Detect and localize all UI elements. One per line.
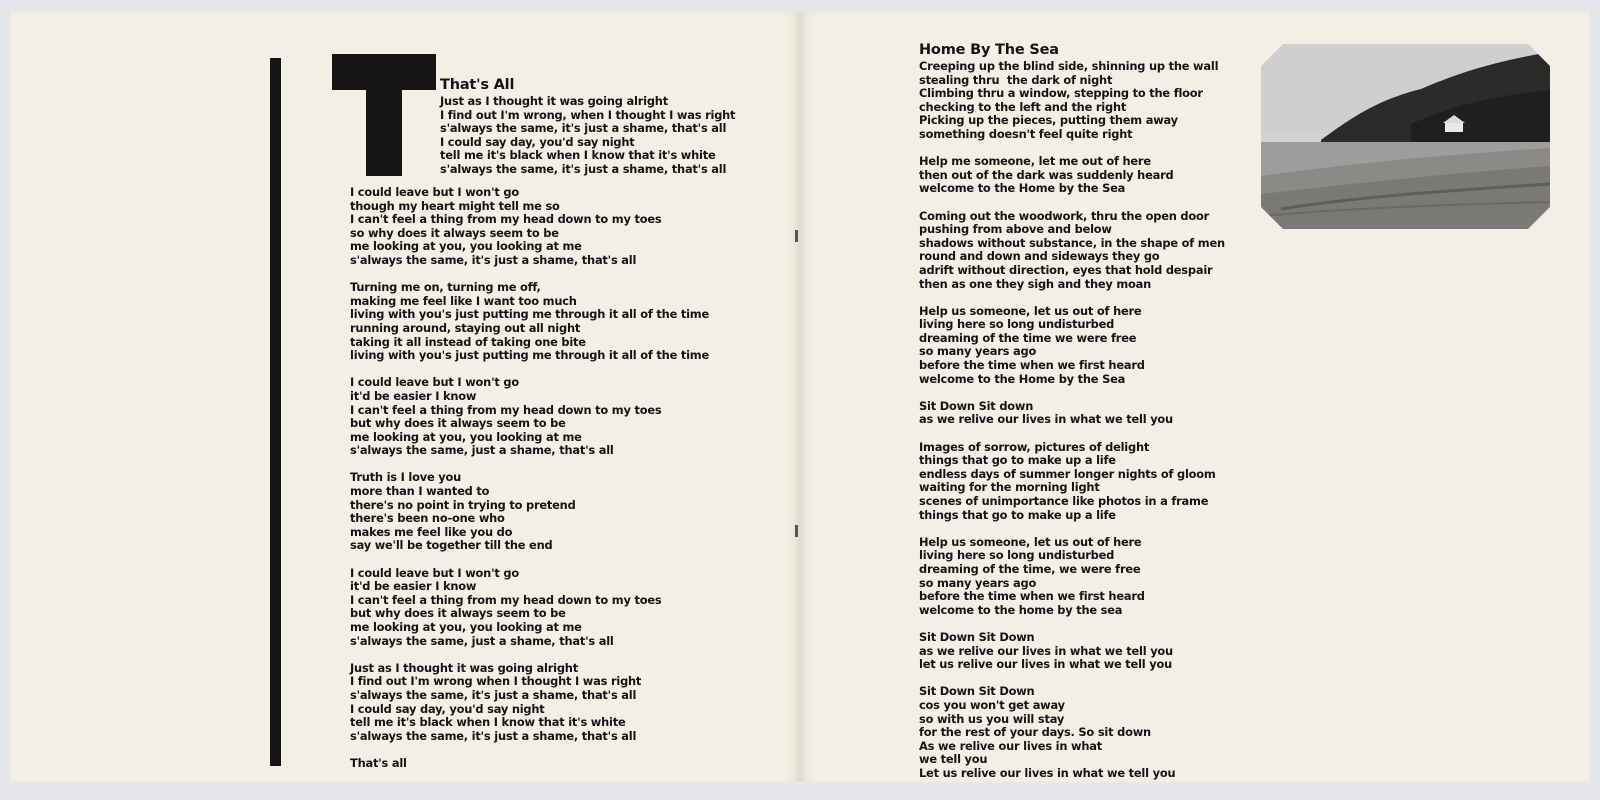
lyric-line: then out of the dark was suddenly heard <box>919 167 1174 182</box>
lyric-line: something doesn't feel quite right <box>919 126 1133 141</box>
lyric-line: making me feel like I want too much <box>350 293 577 308</box>
lyric-line: but why does it always seem to be <box>350 416 566 431</box>
lyric-line: That's all <box>350 755 407 770</box>
lyric-line: taking it all instead of taking one bite <box>350 334 586 349</box>
lyric-line: for the rest of your days. So sit down <box>919 725 1151 740</box>
lyric-line: but why does it always seem to be <box>350 606 566 621</box>
lyric-line: living with you's just putting me through it all of the time <box>350 307 710 322</box>
stanza-gap <box>919 386 1225 400</box>
lyric-line: so many years ago <box>919 344 1037 359</box>
lyric-line: as we relive our lives in what we tell you <box>919 412 1173 427</box>
song-title-home-by-the-sea: Home By The Sea <box>919 42 1059 58</box>
lyric-line: tell me it's black when I know that it's white <box>440 148 716 163</box>
lyric-line: me looking at you, you looking at me <box>350 620 582 634</box>
lyric-line: me looking at you, you looking at me <box>350 429 582 444</box>
lyric-line: it'd be easier I know <box>350 388 477 403</box>
lyric-line: welcome to the Home by the Sea <box>919 181 1126 196</box>
coastal-house-photo <box>1261 44 1550 229</box>
lyric-line: then as one they sigh and they moan <box>919 276 1152 291</box>
staple-top <box>795 230 798 242</box>
lyric-line: welcome to the Home by the Sea <box>919 371 1126 386</box>
stanza-gap <box>919 522 1225 536</box>
lyric-line: s'always the same, just a shame, that's all <box>350 443 614 458</box>
lyric-line: though my heart might tell me so <box>350 198 560 213</box>
lyric-line: before the time when we first heard <box>919 358 1145 373</box>
lyric-line: I find out I'm wrong, when I thought I was right <box>440 107 736 122</box>
lyric-line: I can't feel a thing from my head down to my toes <box>350 592 662 607</box>
lyric-line: Climbing thru a window, stepping to the floor <box>919 86 1203 101</box>
lyric-line: I can't feel a thing from my head down to my toes <box>350 212 662 227</box>
lyric-line: cos you won't get away <box>919 697 1065 712</box>
lyric-line: scenes of unimportance like photos in a frame <box>919 494 1209 508</box>
lyric-line: I could leave but I won't go <box>350 185 519 199</box>
lyric-line: me looking at you, you looking at me <box>350 239 582 254</box>
lyric-line: makes me feel like you do <box>350 524 513 539</box>
lyric-line: I could leave but I won't go <box>350 565 519 580</box>
stanza-gap <box>919 291 1225 305</box>
lyric-line: adrift without direction, eyes that hold despair <box>919 262 1213 277</box>
lyric-line: s'always the same, it's just a shame, that's all <box>440 161 727 176</box>
lyric-line: s'always the same, just a shame, that's all <box>350 633 614 648</box>
lyric-line: Creeping up the blind side, shinning up the wall <box>919 59 1219 73</box>
lyric-line: things that go to make up a life <box>919 507 1116 522</box>
lyric-line: waiting for the morning light <box>919 480 1100 495</box>
lyric-line: I can't feel a thing from my head down to my toes <box>350 402 662 417</box>
drop-cap-t <box>332 54 436 176</box>
lyric-line: things that go to make up a life <box>919 453 1116 468</box>
stanza-gap <box>919 672 1225 686</box>
lyric-line: we tell you <box>919 752 988 767</box>
lyric-line: Help me someone, let me out of here <box>919 154 1151 169</box>
that-s-all-opening <box>440 77 735 177</box>
lyric-line: let us relive our lives in what we tell you <box>919 657 1173 672</box>
lyric-line: it'd be easier I know <box>350 579 477 594</box>
stanza-gap <box>919 427 1225 441</box>
lyric-line: I could say day, you'd say night <box>440 134 635 149</box>
lyric-line: shadows without substance, in the shape of men <box>919 235 1225 250</box>
lyric-line: s'always the same, it's just a shame, that's all <box>440 121 727 136</box>
stanza-gap <box>350 553 709 567</box>
stanza-gap <box>350 268 709 282</box>
lyric-line: dreaming of the time we were free <box>919 330 1137 345</box>
lyric-line: Turning me on, turning me off, <box>350 280 541 295</box>
lyric-line: as we relive our lives in what we tell you <box>919 643 1173 658</box>
stanza-gap <box>350 458 709 472</box>
lyric-line: Sit Down Sit Down <box>919 684 1035 699</box>
lyric-line: so with us you will stay <box>919 711 1065 726</box>
lyric-line: checking to the left and the right <box>919 99 1127 114</box>
lyric-line: s'always the same, it's just a shame, that's all <box>350 728 637 743</box>
staple-bottom <box>795 525 798 537</box>
lyric-line: Truth is I love you <box>350 470 462 485</box>
vertical-rule <box>270 58 281 766</box>
stanza-gap <box>919 617 1225 631</box>
stanza-gap <box>350 648 709 662</box>
lyric-line: there's been no-one who <box>350 511 505 526</box>
stanza-gap <box>350 743 709 757</box>
lyric-line: Help us someone, let us out of here <box>919 303 1142 318</box>
lyric-line: round and down and sideways they go <box>919 249 1160 264</box>
lyric-line: tell me it's black when I know that it's white <box>350 715 626 730</box>
lyric-line: dreaming of the time, we were free <box>919 561 1141 576</box>
lyric-line: s'always the same, it's just a shame, that's all <box>350 687 637 702</box>
lyric-line: As we relive our lives in what <box>919 738 1103 753</box>
lyric-line: living here so long undisturbed <box>919 317 1115 332</box>
lyric-line: Let us relive our lives in what we tell you <box>919 765 1176 780</box>
lyric-line: Just as I thought it was going alright <box>350 660 578 675</box>
lyric-line: more than I wanted to <box>350 484 490 499</box>
lyric-line: running around, staying out all night <box>350 320 581 335</box>
lyric-line: Just as I thought it was going alright <box>440 94 668 108</box>
lyric-line: Images of sorrow, pictures of delight <box>919 439 1150 454</box>
lyric-line: Sit Down Sit Down <box>919 629 1035 644</box>
lyric-line: living with you's just putting me through it all of the time <box>350 348 710 363</box>
lyric-line: I could leave but I won't go <box>350 375 519 390</box>
lyric-line: so why does it always seem to be <box>350 225 559 240</box>
lyric-line: pushing from above and below <box>919 222 1112 237</box>
lyric-line: Help us someone, let us out of here <box>919 534 1142 549</box>
lyric-line: Sit Down Sit down <box>919 398 1034 413</box>
stanza-gap <box>919 196 1225 210</box>
home-by-the-sea-lyrics <box>919 42 1225 780</box>
lyric-line: stealing thru the dark of night <box>919 72 1113 87</box>
lyric-line: before the time when we first heard <box>919 589 1145 604</box>
lyric-line: s'always the same, it's just a shame, that's all <box>350 252 637 267</box>
lyric-line: Coming out the woodwork, thru the open door <box>919 208 1210 223</box>
lyric-line: I find out I'm wrong when I thought I was right <box>350 674 642 689</box>
stanza-gap <box>350 363 709 377</box>
song-title-that-s-all: That's All <box>440 77 515 93</box>
lyric-line: I could say day, you'd say night <box>350 701 545 716</box>
lyric-line: say we'll be together till the end <box>350 538 553 553</box>
lyric-line: Picking up the pieces, putting them away <box>919 113 1178 128</box>
lyric-line: welcome to the home by the sea <box>919 602 1123 617</box>
lyric-line: endless days of summer longer nights of gloom <box>919 466 1216 481</box>
that-s-all-lyrics <box>350 186 709 771</box>
lyric-line: there's no point in trying to pretend <box>350 497 576 512</box>
lyric-line: living here so long undisturbed <box>919 548 1115 563</box>
lyric-line: so many years ago <box>919 575 1037 590</box>
stanza-gap <box>919 142 1225 156</box>
